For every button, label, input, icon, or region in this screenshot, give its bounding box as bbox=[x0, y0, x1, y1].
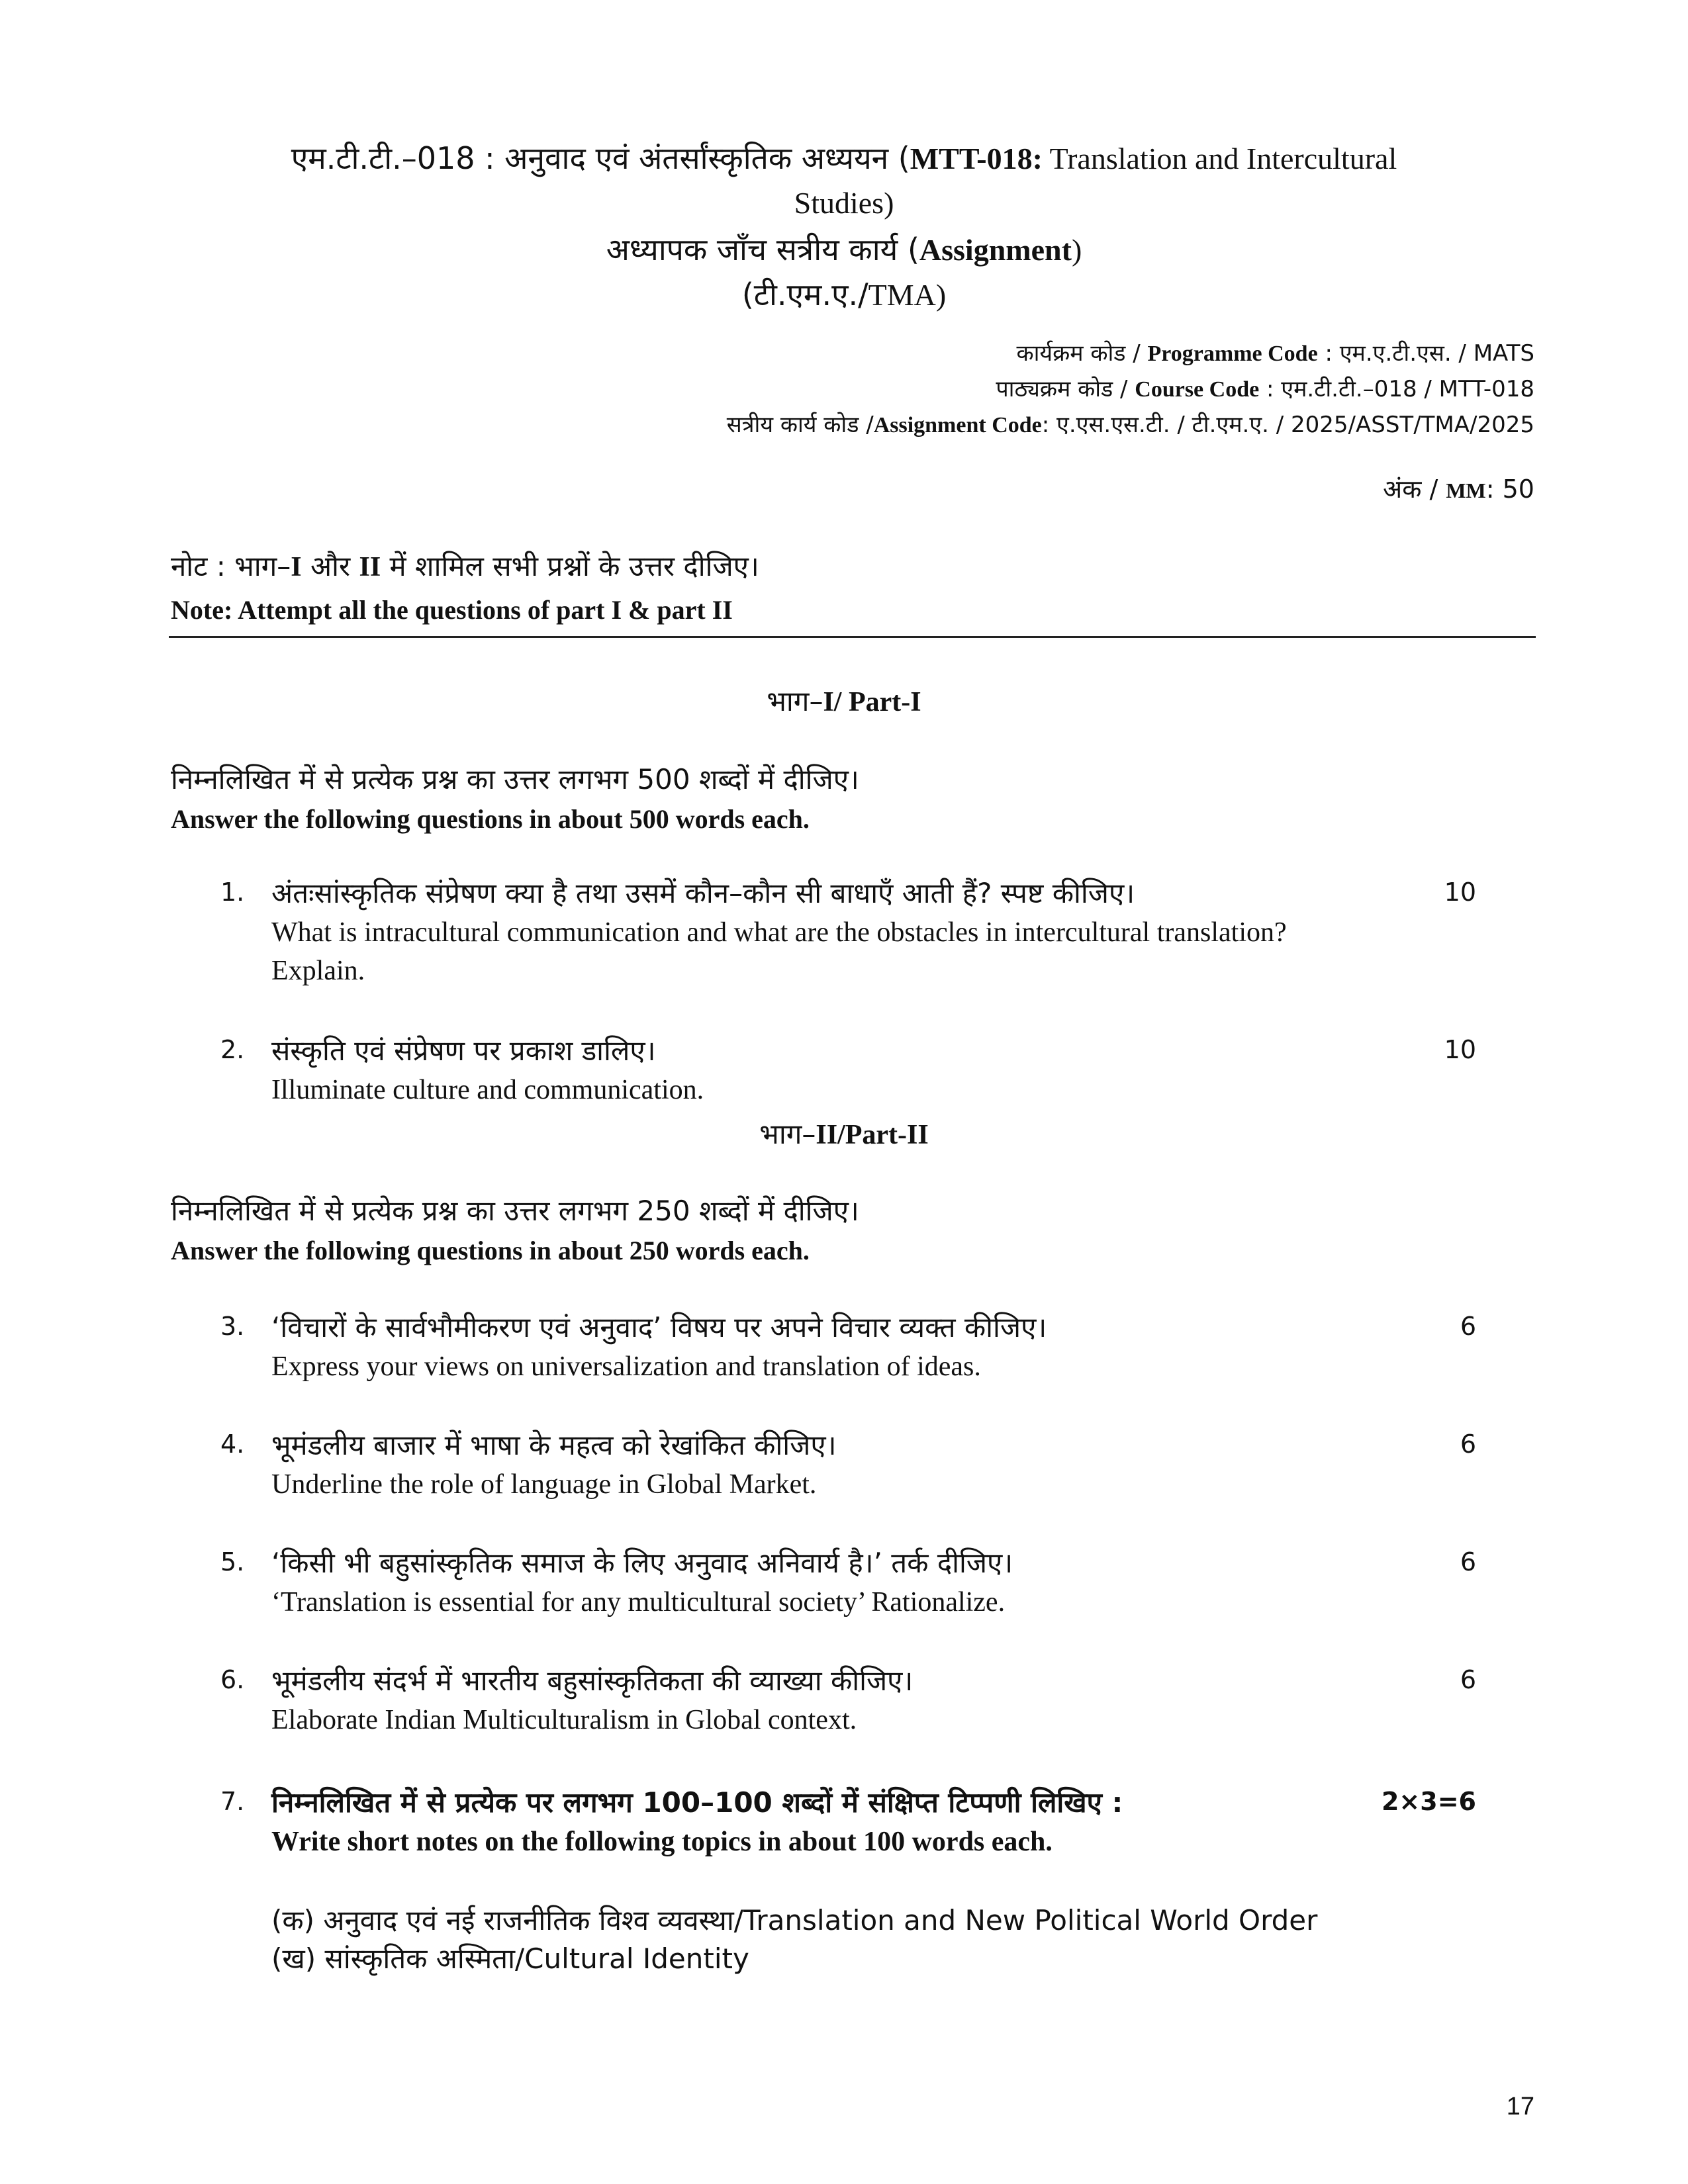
assignment-subtitle-hindi: अध्यापक जाँच सत्रीय कार्य ( bbox=[606, 232, 919, 267]
course-code-hindi: पाठ्यक्रम कोड / bbox=[996, 376, 1135, 402]
question-text-hindi: संस्कृति एवं संप्रेषण पर प्रकाश डालिए। bbox=[271, 1034, 656, 1067]
question-marks: 10 bbox=[1444, 1035, 1476, 1064]
max-marks-label: MM bbox=[1446, 478, 1486, 502]
course-code-label: Course Code bbox=[1135, 377, 1260, 402]
question-text-hindi: ‘विचारों के सार्वभौमीकरण एवं अनुवाद’ विषय पर अपने विचार व्यक्त कीजिए। bbox=[271, 1311, 1047, 1343]
tma-hindi: (टी.एम.ए./ bbox=[741, 277, 868, 312]
note-part-ii: II bbox=[359, 552, 381, 582]
max-marks bbox=[1383, 471, 1534, 506]
programme-code-hindi: कार्यक्रम कोड / bbox=[1016, 340, 1148, 367]
course-code-bold: MTT-018: bbox=[910, 142, 1043, 175]
course-title-continuation bbox=[0, 183, 1688, 224]
question-marks: 6 bbox=[1460, 1430, 1476, 1459]
part-two-heading-english: II/Part-II bbox=[816, 1120, 929, 1150]
note-hindi-prefix: नोट : भाग– bbox=[171, 550, 291, 582]
part-one-heading-english: I/ Part-I bbox=[823, 687, 921, 717]
question-number: 7. bbox=[220, 1787, 245, 1816]
assignment-subtitle bbox=[0, 229, 1688, 271]
question-text-hindi: ‘किसी भी बहुसांस्कृतिक समाज के लिए अनुवाद अनिवार्य है।’ तर्क दीजिए। bbox=[271, 1547, 1013, 1579]
divider-rule bbox=[169, 636, 1536, 638]
question-text-english: What is intracultural communication and what are the obstacles in intercultural translation? Explain. bbox=[271, 917, 1287, 986]
question-marks: 2×3=6 bbox=[1381, 1787, 1476, 1816]
tma-english: TMA) bbox=[868, 278, 947, 312]
note-english: Note: Attempt all the questions of part I & part II bbox=[171, 595, 733, 625]
question-number: 2. bbox=[220, 1035, 245, 1064]
part-one-instruction-hindi: निम्नलिखित में से प्रत्येक प्रश्न का उत्तर लगभग 500 शब्दों में दीजिए। bbox=[171, 763, 859, 796]
part-two-instruction-hindi: निम्नलिखित में से प्रत्येक प्रश्न का उत्तर लगभग 250 शब्दों में दीजिए। bbox=[171, 1195, 859, 1227]
part-one-heading bbox=[0, 682, 1688, 719]
course-code-line bbox=[541, 372, 1534, 407]
question-text-english: Write short notes on the following topics in about 100 words each. bbox=[271, 1827, 1053, 1857]
question-text-english: Illuminate culture and communication. bbox=[271, 1075, 704, 1105]
question-number: 3. bbox=[220, 1312, 245, 1341]
question-text-hindi: निम्नलिखित में से प्रत्येक पर लगभग 100–100 शब्दों में संक्षिप्त टिप्पणी लिखिए : bbox=[271, 1786, 1123, 1819]
note-hindi-mid: और bbox=[301, 550, 359, 582]
course-title-english-cont: Studies) bbox=[794, 186, 894, 220]
assignment-code-line bbox=[541, 408, 1534, 443]
sub-item-ka: (क) अनुवाद एवं नई राजनीतिक विश्व व्यवस्था/Translation and New Political World Order bbox=[271, 1904, 1318, 1936]
question-text-english: ‘Translation is essential for any multicultural society’ Rationalize. bbox=[271, 1587, 1006, 1617]
course-code-value: : एम.टी.टी.–018 / MTT-018 bbox=[1259, 376, 1534, 402]
part-one-instruction-english: Answer the following questions in about 500 words each. bbox=[171, 804, 810, 834]
page-number: 17 bbox=[1506, 2093, 1534, 2120]
part-two-heading bbox=[0, 1115, 1688, 1152]
course-title-line bbox=[0, 138, 1688, 179]
course-title-hindi: एम.टी.टी.–018 : अनुवाद एवं अंतर्सांस्कृतिक अध्ययन ( bbox=[291, 140, 910, 176]
sub-item-kha: (ख) सांस्कृतिक अस्मिता/Cultural Identity bbox=[271, 1942, 749, 1975]
max-marks-hindi: अंक / bbox=[1383, 475, 1446, 504]
question-marks: 6 bbox=[1460, 1547, 1476, 1576]
assignment-code-label: Assignment Code bbox=[873, 413, 1042, 437]
note-hindi-suffix: में शामिल सभी प्रश्नों के उत्तर दीजिए। bbox=[381, 550, 759, 582]
max-marks-value: : 50 bbox=[1485, 475, 1534, 504]
assignment-subtitle-english: Assignment bbox=[919, 233, 1072, 267]
part-one-heading-hindi: भाग– bbox=[767, 685, 823, 717]
question-number: 1. bbox=[220, 878, 245, 907]
question-marks: 6 bbox=[1460, 1665, 1476, 1694]
question-text-hindi: अंतःसांस्कृतिक संप्रेषण क्या है तथा उसमें कौन–कौन सी बाधाएँ आती हैं? स्पष्ट कीजिए। bbox=[271, 877, 1135, 909]
question-text-english: Express your views on universalization and translation of ideas. bbox=[271, 1351, 981, 1382]
programme-code-line bbox=[541, 336, 1534, 371]
question-number: 5. bbox=[220, 1547, 245, 1576]
assignment-code-hindi: सत्रीय कार्य कोड / bbox=[726, 412, 874, 438]
tma-line bbox=[0, 274, 1688, 316]
assignment-code-value: : ए.एस.एस.टी. / टी.एम.ए. / 2025/ASST/TMA/2025 bbox=[1041, 412, 1534, 438]
question-number: 4. bbox=[220, 1430, 245, 1459]
assignment-subtitle-close: ) bbox=[1071, 233, 1082, 267]
question-text-hindi: भूमंडलीय बाजार में भाषा के महत्व को रेखांकित कीजिए। bbox=[271, 1429, 837, 1461]
question-number: 6. bbox=[220, 1665, 245, 1694]
course-title-english: Translation and Intercultural bbox=[1042, 142, 1397, 175]
question-marks: 10 bbox=[1444, 878, 1476, 907]
programme-code-label: Programme Code bbox=[1147, 341, 1318, 366]
note-part-i: I bbox=[291, 552, 302, 582]
question-text-english: Underline the role of language in Global Market. bbox=[271, 1469, 817, 1500]
question-text-english: Elaborate Indian Multiculturalism in Global context. bbox=[271, 1705, 857, 1735]
note-hindi bbox=[171, 547, 759, 584]
part-two-heading-hindi: भाग– bbox=[759, 1118, 816, 1150]
part-two-instruction-english: Answer the following questions in about 250 words each. bbox=[171, 1236, 810, 1265]
question-text-hindi: भूमंडलीय संदर्भ में भारतीय बहुसांस्कृतिकता की व्याख्या कीजिए। bbox=[271, 1664, 914, 1697]
question-marks: 6 bbox=[1460, 1312, 1476, 1341]
programme-code-value: : एम.ए.टी.एस. / MATS bbox=[1317, 340, 1534, 367]
